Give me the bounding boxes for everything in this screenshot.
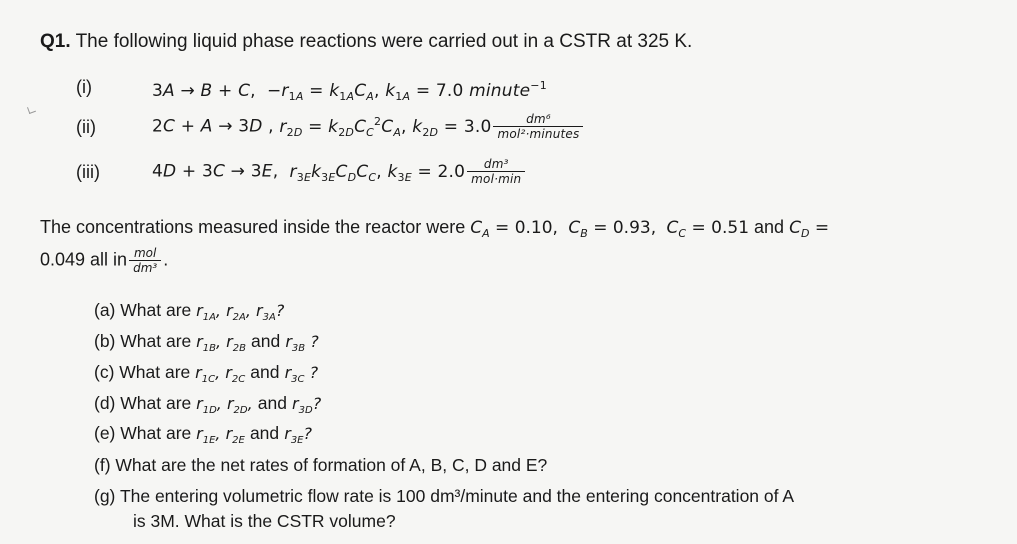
reaction-2-unit-num: dm⁶ [526,112,551,126]
reaction-2-rate-const: $k_{2D} = 3.0$ [412,116,492,139]
reaction-3-rate-const: $k_{3E} = 2.0$ [387,161,466,184]
sub-question-math: $r_{1D}$, $r_{2D}$, and $r_{3D}$? [196,393,322,416]
sub-question-a [94,300,284,323]
sub-question-label: (g) [94,486,116,506]
sub-question-b [94,331,319,354]
concentrations-sentence [40,215,1000,246]
reaction-1-rate-const: $k_{1A} = 7.0$ minute$^{-1}$ [385,79,547,103]
conc-and: and [754,217,785,237]
sub-question-text: What are [120,423,192,443]
sub-question-f [94,455,547,476]
sub-question-math: $r_{1E}$, $r_{2E}$ and $r_{3E}$? [196,423,312,446]
sub-question-e [94,423,312,446]
question-title [40,31,692,53]
reaction-2-rate-law: $r_{2D} = k_{2D}C_C^2C_A$, [279,114,407,139]
sub-question-text: What are [120,393,192,413]
concentrations-lead: The concentrations measured inside the reactor were [40,217,466,237]
reaction-numeral-2: (ii) [76,117,96,137]
sub-question-label: (b) [94,331,116,351]
reaction-numeral-3: (iii) [76,162,100,182]
reaction-3-unit-den: mol·min [467,171,525,186]
sub-question-text: What are the net rates of formation of A, B, C, D and E? [115,455,548,475]
sub-question-d [94,393,321,416]
sub-question-label: (f) [94,455,111,475]
sub-question-math: $r_{1B}$, $r_{2B}$ and $r_{3B}$ ? [196,331,319,354]
reaction-2-unit-den: mol²·minutes [493,126,583,141]
conc-unit-den: dm³ [129,260,161,275]
sub-question-label: (a) [94,300,116,320]
reaction-3-unit-num: dm³ [483,157,509,171]
reaction-3 [152,157,527,186]
sub-question-text: What are [119,362,191,382]
reaction-3-unit [467,157,525,186]
reaction-3-rate-law: $r_{3E}k_{3E}C_DC_C$, [289,161,382,184]
conc-unit-num: mol [133,246,157,260]
conc-unit [129,246,161,275]
conc-c: $C_C = 0.51$ [666,218,750,240]
conc-b: $C_B = 0.93$, [568,218,657,240]
sub-question-label: (e) [94,423,116,443]
sub-question-label: (d) [94,393,116,413]
sub-question-text: What are [120,331,192,351]
pen-mark [27,105,36,114]
question-intro: The following liquid phase reactions were carried out in a CSTR at 325 K. [75,31,693,52]
reaction-1-rate-law: $-r_{1A} = k_{1A}C_A$, [261,81,380,103]
sub-question-math: $r_{1C}$, $r_{2C}$ and $r_{3C}$ ? [195,362,319,385]
concentrations-line-2: 0.049 all in $\frac{\text{mol}}{\text{dm³}}$ . [40,246,169,275]
sub-question-g [94,486,794,507]
conc-d-value: 0.049 all in [40,249,128,270]
reaction-2-equation: 2C + A → 3D , [152,116,274,137]
sub-question-g-line-2: is 3M. What is the CSTR volume? [133,511,396,531]
sub-question-text: The entering volumetric flow rate is 100 dm³/minute and the entering concentration of A [119,486,795,506]
sub-question-text: What are [120,300,192,320]
reaction-2 [152,112,585,141]
sub-question-math: $r_{1A}$, $r_{2A}$, $r_{3A}$? [196,301,285,323]
reaction-1 [152,79,547,103]
sub-question-c [94,362,318,385]
question-number: Q1. [40,31,71,52]
conc-a: $C_A = 0.10$, [470,218,558,240]
reaction-3-equation: 4D + 3C → 3E, [152,161,279,182]
reaction-1-equation: 3A → B + C, [152,81,256,101]
reaction-2-unit [493,112,583,141]
conc-d: $C_D$ = [789,218,830,240]
sub-question-label: (c) [94,362,115,382]
reaction-numeral-1: (i) [76,77,92,97]
